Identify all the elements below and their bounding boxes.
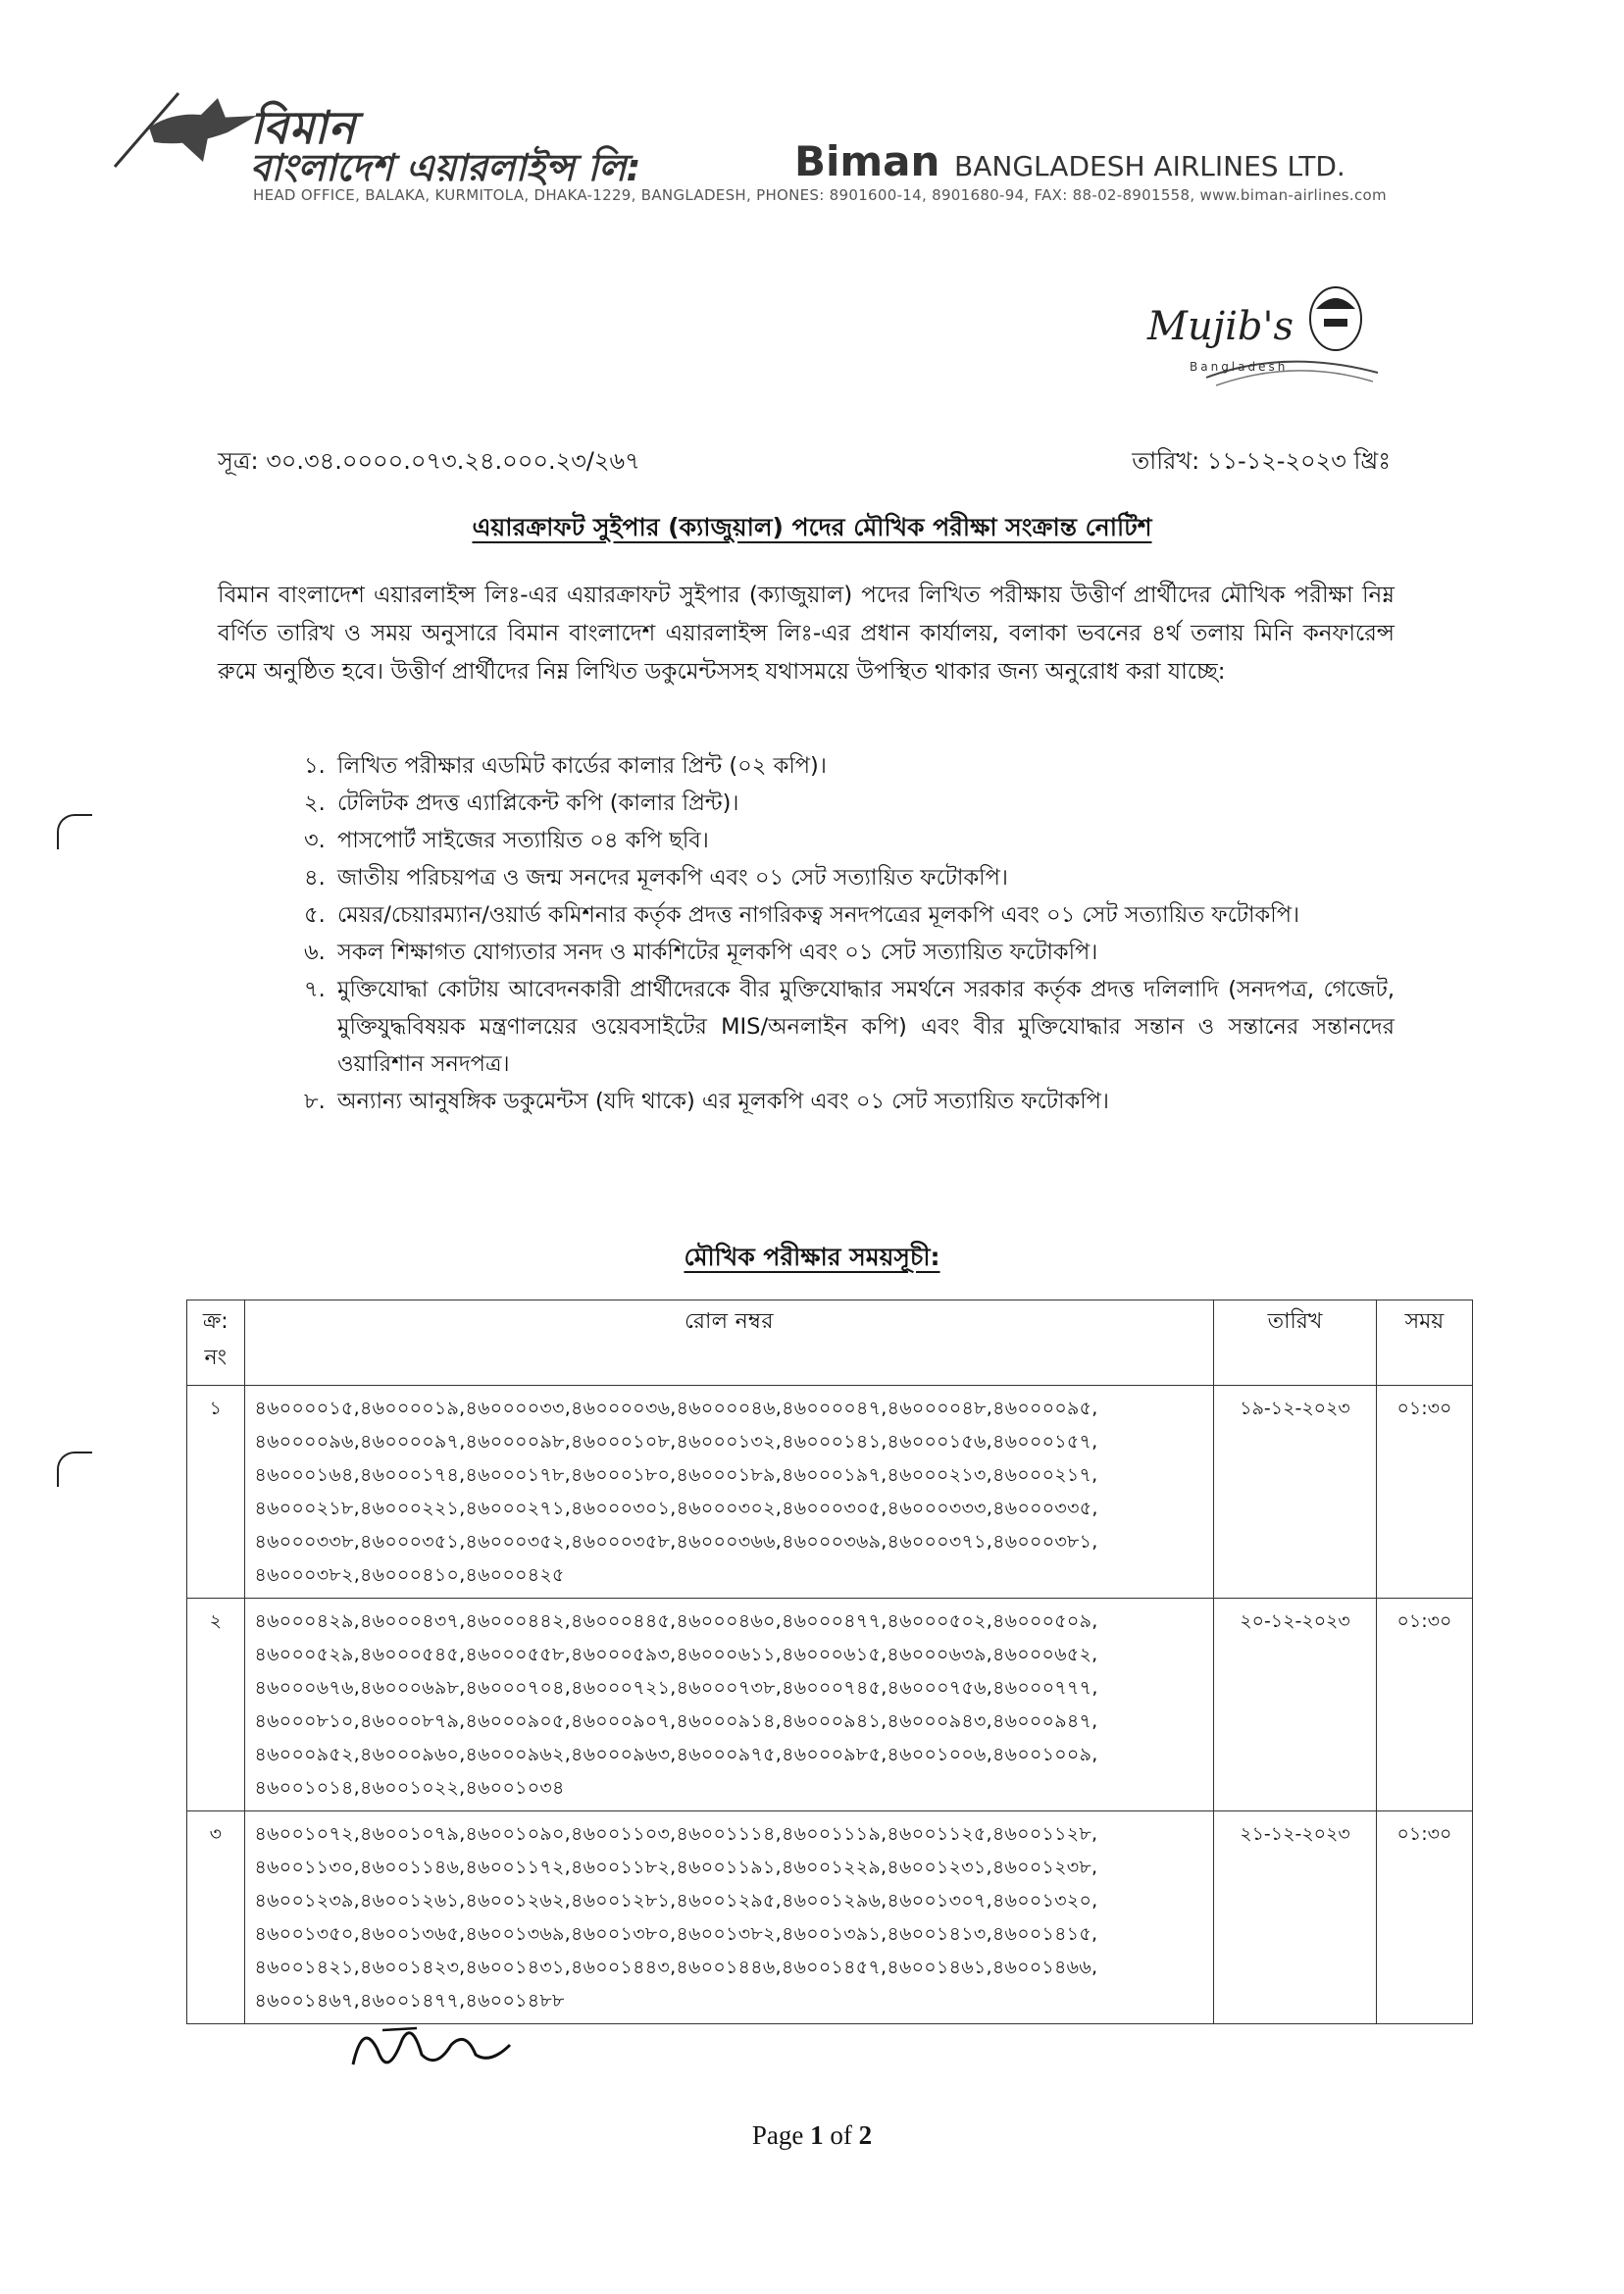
list-item-text: মুক্তিযোদ্ধা কোটায় আবেদনকারী প্রার্থীদেরকে বীর মুক্তিযোদ্ধার সমর্থনে সরকার কর্তৃক প্রদত্ত দলিলাদি (সনদপত্র, গেজেট, মুক্তিযুদ্ধবিষয়ক মন্ত্রণালয়ের ওয়েবসাইটের MIS/অনলাইন কপি) এবং বীর মুক্তিযোদ্ধার সন্তান ও সন্তানের সন্তানদের ওয়ারিশান সনদপত্র। xyxy=(337,977,1395,1077)
head-office-address: HEAD OFFICE, BALAKA, KURMITOLA, DHAKA-1229, BANGLADESH, PHONES: 8901600-14, 8901680-94, FAX: 88-02-8901558, www.biman-airlines.com xyxy=(253,186,1387,204)
list-item xyxy=(304,896,1395,934)
table-header-row xyxy=(187,1300,1473,1386)
mujib-emblem-text: Mujib's xyxy=(1147,304,1294,349)
list-item-text: সকল শিক্ষাগত যোগ্যতার সনদ ও মার্কশিটের মূলকপি এবং ০১ সেট সত্যায়িত ফটোকপি। xyxy=(337,940,1098,965)
cell-time: ০১:৩০ xyxy=(1376,1386,1472,1599)
page-current: 1 xyxy=(810,2120,824,2150)
schedule-title-text: মৌখিক পরীক্ষার সময়সূচী: xyxy=(684,1243,940,1271)
notice-title xyxy=(0,508,1624,550)
brand-biman: Biman xyxy=(794,137,940,185)
list-item-text: পাসপোর্ট সাইজের সত্যায়িত ০৪ কপি ছবি। xyxy=(337,828,709,853)
document-list xyxy=(304,747,1395,1120)
notice-title-text: এয়ারক্রাফট সুইপার (ক্যাজুয়াল) পদের মৌখিক পরীক্ষা সংক্রান্ত নোটিশ xyxy=(472,513,1152,541)
page-sep: of xyxy=(830,2120,852,2150)
table-row xyxy=(187,1599,1473,1811)
list-item xyxy=(304,934,1395,971)
issue-date: তারিখ: ১১-১২-২০২৩ খ্রিঃ xyxy=(1132,447,1391,475)
list-item-text: লিখিত পরীক্ষার এডমিট কার্ডের কালার প্রিন্ট (০২ কপি)। xyxy=(337,753,827,779)
list-item-number: ৭. xyxy=(304,977,326,1002)
header-roll: রোল নম্বর xyxy=(244,1300,1214,1386)
list-item xyxy=(304,822,1395,859)
page-total: 2 xyxy=(858,2120,873,2150)
mujib-emblem-subtext: Bangladesh xyxy=(1190,360,1289,374)
schedule-table xyxy=(186,1300,1473,2024)
cell-serial: ১ xyxy=(187,1386,245,1599)
list-item-number: ১. xyxy=(304,753,326,779)
list-item-number: ৮. xyxy=(304,1089,326,1114)
list-item-text: মেয়র/চেয়ারম্যান/ওয়ার্ড কমিশনার কর্তৃক প্রদত্ত নাগরিকত্ব সনদপত্রের মূলকপি এবং ০১ সেট সত্যায়িত ফটোকপি। xyxy=(337,902,1300,928)
page-indicator xyxy=(0,2120,1624,2151)
list-item-text: অন্যান্য আনুষঙ্গিক ডকুমেন্টস (যদি থাকে) এর মূলকপি এবং ০১ সেট সত্যায়িত ফটোকপি। xyxy=(337,1089,1109,1114)
cell-time: ০১:৩০ xyxy=(1376,1811,1472,2024)
signature xyxy=(343,2011,530,2089)
cell-date: ১৯-১২-২০২৩ xyxy=(1214,1386,1377,1599)
cell-date: ২০-১২-২০২৩ xyxy=(1214,1599,1377,1811)
list-item-text: টেলিটক প্রদত্ত এ্যাপ্লিকেন্ট কপি (কালার প্রিন্ট)। xyxy=(337,790,739,816)
list-item-number: ৬. xyxy=(304,940,326,965)
punch-hole-mark xyxy=(57,1452,92,1487)
brand-name-bengali-2: বাংলাদেশ এয়ারলাইন্স লি: xyxy=(250,146,641,189)
cell-date: ২১-১২-২০২৩ xyxy=(1214,1811,1377,2024)
list-item-number: ৫. xyxy=(304,902,326,928)
list-item xyxy=(304,1083,1395,1120)
cell-rolls: ৪৬০০০০১৫,৪৬০০০০১৯,৪৬০০০০৩৩,৪৬০০০০৩৬,৪৬০০০০৪৬,৪৬০০০০৪৭,৪৬০০০০৪৮,৪৬০০০০৯৫, ৪৬০০০০৯৬,৪৬০০০০৯৭,৪৬০০০০৯৮,৪৬০০০১০৮,৪৬০০০১৩২,৪৬০০০১৪১,৪৬০০০১৫৬,৪৬০০০১৫৭, ৪৬০০০১৬৪,৪৬০০০১৭৪,৪৬০০০১৭৮,৪৬০০০১৮০,৪৬০০০১৮৯,৪৬০০০১৯৭,৪৬০০০২১৩,৪৬০০০২১৭, ৪৬০০০২১৮,৪৬০০০২২১,৪৬০০০২৭১,৪৬০০০৩০১,৪৬০০০৩০২,৪৬০০০৩০৫,৪৬০০০৩৩৩,৪৬০০০৩৩৫, ৪৬০০০৩৩৮,৪৬০০০৩৫১,৪৬০০০৩৫২,৪৬০০০৩৫৮,৪৬০০০৩৬৬,৪৬০০০৩৬৯,৪৬০০০৩৭১,৪৬০০০৩৮১, ৪৬০০০৩৮২,৪৬০০০৪১০,৪৬০০০৪২৫ xyxy=(244,1386,1214,1599)
header-time: সময় xyxy=(1376,1300,1472,1386)
cell-serial: ২ xyxy=(187,1599,245,1811)
table-row xyxy=(187,1811,1473,2024)
list-item-number: ৩. xyxy=(304,828,326,853)
cell-time: ০১:৩০ xyxy=(1376,1599,1472,1811)
list-item xyxy=(304,859,1395,896)
cell-rolls: ৪৬০০০৪২৯,৪৬০০০৪৩৭,৪৬০০০৪৪২,৪৬০০০৪৪৫,৪৬০০০৪৬০,৪৬০০০৪৭৭,৪৬০০০৫০২,৪৬০০০৫০৯, ৪৬০০০৫২৯,৪৬০০০৫৪৫,৪৬০০০৫৫৮,৪৬০০০৫৯৩,৪৬০০০৬১১,৪৬০০০৬১৫,৪৬০০০৬৩৯,৪৬০০০৬৫২, ৪৬০০০৬৭৬,৪৬০০০৬৯৮,৪৬০০০৭০৪,৪৬০০০৭২১,৪৬০০০৭৩৮,৪৬০০০৭৪৫,৪৬০০০৭৫৬,৪৬০০০৭৭৭, ৪৬০০০৮১০,৪৬০০০৮৭৯,৪৬০০০৯০৫,৪৬০০০৯০৭,৪৬০০০৯১৪,৪৬০০০৯৪১,৪৬০০০৯৪৩,৪৬০০০৯৪৭, ৪৬০০০৯৫২,৪৬০০০৯৬০,৪৬০০০৯৬২,৪৬০০০৯৬৩,৪৬০০০৯৭৫,৪৬০০০৯৮৫,৪৬০০১০০৬,৪৬০০১০০৯, ৪৬০০১০১৪,৪৬০০১০২২,৪৬০০১০৩৪ xyxy=(244,1599,1214,1811)
punch-hole-mark xyxy=(57,814,92,849)
list-item-number: ৪. xyxy=(304,865,326,891)
table-row xyxy=(187,1386,1473,1599)
cell-rolls: ৪৬০০১০৭২,৪৬০০১০৭৯,৪৬০০১০৯০,৪৬০০১১০৩,৪৬০০১১১৪,৪৬০০১১১৯,৪৬০০১১২৫,৪৬০০১১২৮, ৪৬০০১১৩০,৪৬০০১১৪৬,৪৬০০১১৭২,৪৬০০১১৮২,৪৬০০১১৯১,৪৬০০১২২৯,৪৬০০১২৩১,৪৬০০১২৩৮, ৪৬০০১২৩৯,৪৬০০১২৬১,৪৬০০১২৬২,৪৬০০১২৮১,৪৬০০১২৯৫,৪৬০০১২৯৬,৪৬০০১৩০৭,৪৬০০১৩২০, ৪৬০০১৩৫০,৪৬০০১৩৬৫,৪৬০০১৩৬৯,৪৬০০১৩৮০,৪৬০০১৩৮২,৪৬০০১৩৯১,৪৬০০১৪১৩,৪৬০০১৪১৫, ৪৬০০১৪২১,৪৬০০১৪২৩,৪৬০০১৪৩১,৪৬০০১৪৪৩,৪৬০০১৪৪৬,৪৬০০১৪৫৭,৪৬০০১৪৬১,৪৬০০১৪৬৬, ৪৬০০১৪৬৭,৪৬০০১৪৭৭,৪৬০০১৪৮৮ xyxy=(244,1811,1214,2024)
list-item xyxy=(304,785,1395,822)
brand-rest: BANGLADESH AIRLINES LTD. xyxy=(954,150,1345,182)
list-item xyxy=(304,747,1395,785)
brand-name-bengali-1: বিমান xyxy=(250,101,357,154)
header-serial: ক্র: নং xyxy=(187,1300,245,1386)
brand-name-english xyxy=(794,137,1345,185)
list-item xyxy=(304,971,1395,1083)
page-prefix: Page xyxy=(751,2120,804,2150)
schedule-title xyxy=(0,1238,1624,1280)
header-date: তারিখ xyxy=(1214,1300,1377,1386)
list-item-number: ২. xyxy=(304,790,326,816)
cell-serial: ৩ xyxy=(187,1811,245,2024)
reference-number: সূত্র: ৩০.৩৪.০০০০.০৭৩.২৪.০০০.২৩/২৬৭ xyxy=(218,447,640,475)
list-item-text: জাতীয় পরিচয়পত্র ও জন্ম সনদের মূলকপি এবং ০১ সেট সত্যায়িত ফটোকপি। xyxy=(337,865,1008,891)
notice-body: বিমান বাংলাদেশ এয়ারলাইন্স লিঃ-এর এয়ারক্রাফট সুইপার (ক্যাজুয়াল) পদের লিখিত পরীক্ষায় উত্তীর্ণ প্রার্থীদের মৌখিক পরীক্ষা নিম্ন বর্ণিত তারিখ ও সময় অনুসারে বিমান বাংলাদেশ এয়ারলাইন্স লিঃ-এর প্রধান কার্যালয়, বলাকা ভবনের ৪র্থ তলায় মিনি কনফারেন্স রুমে অনুষ্ঠিত হবে। উত্তীর্ণ প্রার্থীদের নিম্ন লিখিত ডকুমেন্টসসহ যথাসময়ে উপস্থিত থাকার জন্য অনুরোধ করা যাচ্ছে: xyxy=(218,583,1395,685)
